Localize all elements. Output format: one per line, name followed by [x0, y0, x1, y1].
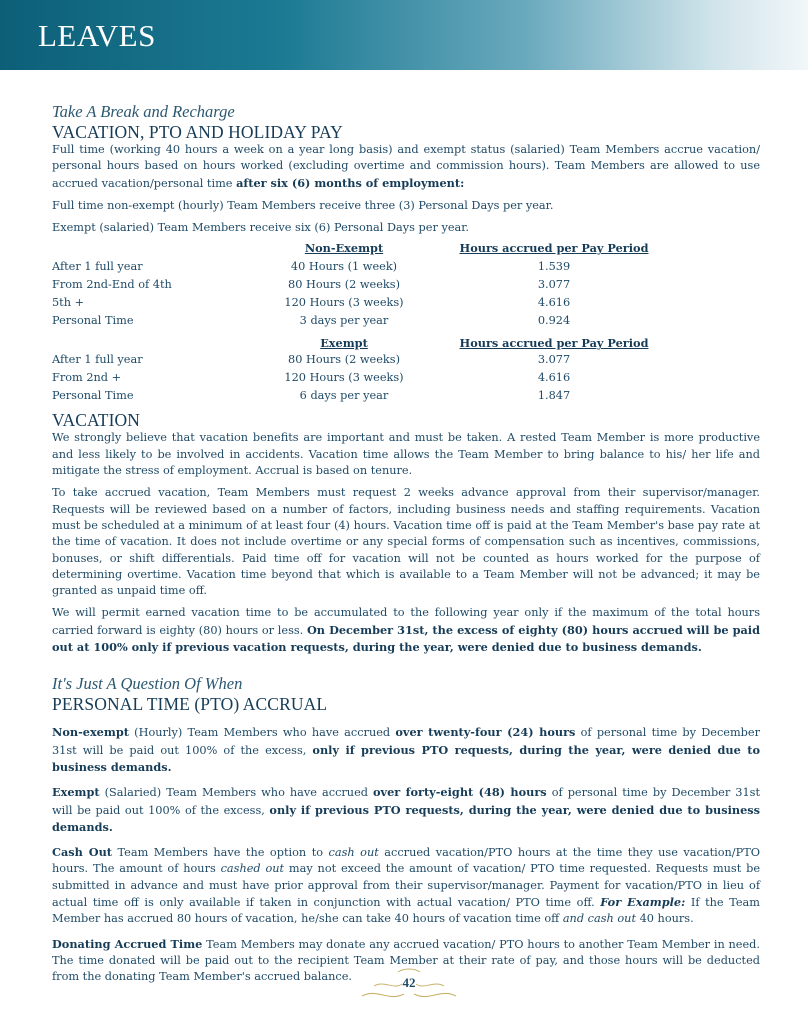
table-cell: 3 days per year	[299, 313, 389, 327]
table-cell: 120 Hours (3 weeks)	[284, 370, 404, 384]
intro-bold-text: after six (6) months of employment:	[236, 175, 465, 190]
vacation-payout-bold-text: On December 31st, the excess of eighty (80) hours accrued will be paid out at 100% only if previous vacation requests, during the year, were denied due to business demands.	[52, 622, 760, 655]
cash-out-text-b: accrued vacation/PTO hours at the time they use vacation/PTO hours. The amount of hours	[52, 846, 760, 876]
table-cell: 4.616	[537, 295, 571, 309]
cash-out-italic-1: cash out	[328, 846, 379, 860]
vacation-paragraph-2: To take accrued vacation, Team Members must request 2 weeks advance approval from their supervisor/manager. Requests will be reviewed based on a number of factors, including business needs and staffing requirements. Vacation must be scheduled at a minimum of at least four (4) hours. Vacation time off is paid at the Team Member's base pay rate at the time of vacation. It does not include overtime or any special forms of compensation such as incentives, commissions, bonuses, or shift differentials. Paid time off for vacation will not be counted as hours worked for the purpose of determining overtime. Vacation time beyond that which is available to a Team Member will not be advanced; it may be granted as unpaid time off.	[52, 486, 760, 598]
pto-nonexempt-paragraph	[52, 724, 760, 776]
cash-out-text-c: may not exceed the amount of vacation/ PTO time requested. Requests must be submitted in advance and must have prior approval from their supervisor/manager. Payment for vacation/PTO in lieu of actual time off is only available if taken in conjunction with actual vacation/ PTO time off.	[52, 862, 761, 910]
intro-paragraph	[52, 142, 760, 192]
intro-text: Full time (working 40 hours a week on a year long basis) and exempt status (salaried) Team Members accrue vacation/ personal hours based on hours worked (excluding overtime and commission hours). Team Members are allowed to use accrued vacation/personal time	[52, 143, 760, 190]
table-header-cell	[52, 332, 252, 350]
donating-text: Team Members may donate any accrued vacation/ PTO hours to another Team Member in need. The time donated will be paid out to the recipient Team Member at their rate of pay, and those hours will be deducted from the donating Team Member's accrued balance.	[52, 937, 760, 984]
table-cell: 1.847	[537, 388, 571, 402]
table-cell: 120 Hours (3 weeks)	[284, 295, 404, 309]
table-cell: 80 Hours (2 weeks)	[288, 352, 400, 366]
table-row	[52, 350, 672, 368]
cash-out-lead: Cash Out	[52, 845, 112, 860]
table-row	[52, 386, 672, 404]
cash-out-italic-2: cashed out	[220, 862, 285, 876]
table-cell: From 2nd-End of 4th	[52, 277, 172, 291]
table-row	[52, 257, 672, 275]
exempt-accrual-table	[52, 332, 672, 404]
nonexempt-text-c: of personal time by December 31st will be paid out 100% of the excess,	[52, 726, 760, 757]
page-number: 42	[402, 975, 416, 990]
section-heading-vacation: VACATION	[52, 410, 140, 431]
table-cell: 40 Hours (1 week)	[290, 259, 398, 273]
table-cell: 3.077	[537, 352, 571, 366]
cash-out-text-d: If the Team Member has accrued 80 hours of vacation, he/she can take 40 hours of vacation time off	[52, 896, 760, 926]
exempt-text-b: over forty-eight (48) hours	[373, 785, 547, 800]
exempt-text-d: only if previous PTO requests, during the year, were denied due to business demands.	[52, 802, 760, 834]
cash-out-text-a: Team Members have the option to	[112, 846, 329, 860]
section-kicker: Take A Break and Recharge	[52, 102, 235, 121]
table-cell: 80 Hours (2 weeks)	[288, 277, 400, 291]
nonexempt-days-line: Full time non-exempt (hourly) Team Members receive three (3) Personal Days per year.	[52, 198, 554, 212]
nonexempt-text-d: only if previous PTO requests, during the year, were denied due to business demands.	[52, 742, 760, 774]
vacation-carryover-text: We will permit earned vacation time to be accumulated to the following year only if the maximum of the total hours carried forward is eighty (80) hours or less.	[52, 606, 760, 637]
page-title: LEAVES	[38, 18, 156, 53]
exempt-text-a: (Salaried) Team Members who have accrued	[99, 786, 374, 800]
cash-out-example-label: For Example:	[600, 895, 686, 910]
exempt-days-line: Exempt (salaried) Team Members receive six (6) Personal Days per year.	[52, 221, 469, 235]
table-cell: After 1 full year	[52, 259, 143, 273]
section-heading-pto: PERSONAL TIME (PTO) ACCRUAL	[52, 694, 328, 715]
cash-out-paragraph	[52, 844, 760, 927]
table-header-row	[52, 332, 672, 350]
vacation-paragraph-1: We strongly believe that vacation benefits are important and must be taken. A rested Team Member is more productive and less likely to be involved in accidents. Vacation time allows the Team Member to bring balance to his/ her life and mitigate the stress of employment. Accrual is based on tenure.	[52, 431, 760, 478]
page-footer	[354, 966, 464, 1004]
table-cell: 3.077	[537, 277, 571, 291]
exempt-text-c: of personal time by December 31st will be paid out 100% of the excess,	[52, 786, 760, 817]
nonexempt-text-a: (Hourly) Team Members who have accrued	[128, 726, 396, 740]
table-cell: 4.616	[537, 370, 571, 384]
table-cell: From 2nd +	[52, 370, 122, 384]
table-header-cell: Non-Exempt	[304, 241, 384, 256]
pto-exempt-paragraph	[52, 784, 760, 836]
table-row	[52, 368, 672, 386]
pto-kicker: It's Just A Question Of When	[52, 674, 243, 694]
table-cell: 5th +	[52, 295, 85, 309]
nonexempt-lead: Non-exempt	[52, 725, 129, 740]
table-cell: 0.924	[537, 313, 571, 327]
table-header-cell: Hours accrued per Pay Period	[459, 241, 649, 256]
table-cell: Personal Time	[52, 388, 134, 402]
table-header-cell: Exempt	[320, 336, 368, 351]
exempt-lead: Exempt	[52, 785, 100, 800]
donating-lead: Donating Accrued Time	[52, 936, 203, 951]
vacation-paragraph-3	[52, 605, 760, 656]
page-content	[52, 102, 760, 986]
table-cell: After 1 full year	[52, 352, 143, 366]
cash-out-italic-3: and cash out	[562, 912, 636, 926]
table-row	[52, 293, 672, 311]
table-header-cell	[52, 239, 252, 257]
table-header-row	[52, 239, 672, 257]
header-banner	[0, 0, 808, 70]
table-row	[52, 311, 672, 329]
table-cell: 1.539	[537, 259, 571, 273]
table-cell: Personal Time	[52, 313, 134, 327]
table-header-cell: Hours accrued per Pay Period	[459, 336, 649, 351]
nonexempt-accrual-table	[52, 239, 672, 329]
table-row	[52, 275, 672, 293]
section-heading-vacation-pto: VACATION, PTO AND HOLIDAY PAY	[52, 122, 343, 142]
cash-out-text-e: 40 hours.	[636, 912, 694, 926]
table-cell: 6 days per year	[299, 388, 389, 402]
nonexempt-text-b: over twenty-four (24) hours	[395, 725, 576, 740]
